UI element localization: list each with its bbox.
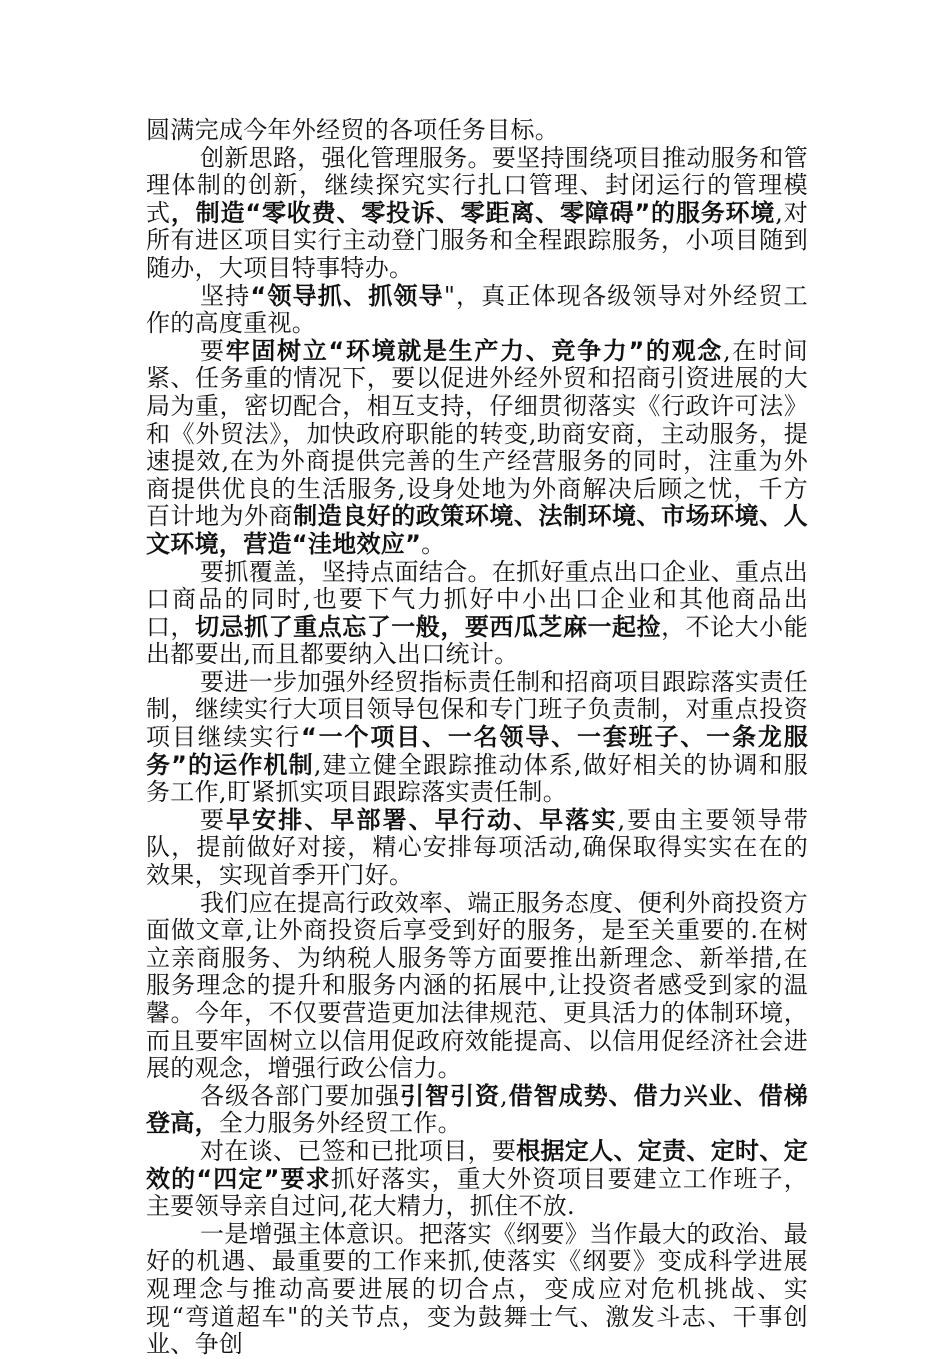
bold-text-run: ，制造“零收费、零投诉、零距离、零障碍”的服务环境 bbox=[170, 198, 776, 227]
text-run: ，不论大小能出都要出,而且都要纳入出口统计。 bbox=[146, 612, 808, 669]
text-run: 创新思路，强化管理服务。要坚持围绕项目推动服务和管理体制的创新，继续探究实行扎口管理、封闭运行的管理模式 bbox=[146, 143, 808, 227]
text-run: 圆满完成今年外经贸的各项任务目标。 bbox=[146, 116, 560, 144]
text-run: "，真正体现各级领导对外经贸工作的高度重视。 bbox=[146, 281, 808, 338]
text-run: 全力服务外经贸工作。 bbox=[218, 1109, 462, 1138]
paragraph bbox=[146, 1083, 808, 1138]
text-run: 一是增强主体意识。把落实《纲要》当作最大的政治、最好的机遇、最重要的工作来抓,使落实《纲要》变成科学进展观理念与推动高要进展的切合点，变成应对危机挑战、实现“弯道超车"的关节点，变为鼓舞士气、激发斗志、干事创业、争创 bbox=[146, 1219, 808, 1359]
paragraph bbox=[146, 338, 808, 559]
paragraph bbox=[146, 1138, 808, 1221]
bold-text-run: 根据定人、定责、定时、定效的“四定”要求 bbox=[146, 1136, 808, 1193]
paragraph bbox=[146, 1221, 808, 1359]
paragraph bbox=[146, 559, 808, 669]
bold-text-run: 牢固树立“环境就是生产力、竞争力”的观念 bbox=[225, 336, 723, 365]
text-run: ,对所有进区项目实行主动登门服务和全程跟踪服务，小项目随到随办，大项目特事特办。 bbox=[146, 198, 808, 282]
paragraph bbox=[146, 117, 808, 145]
paragraph bbox=[146, 669, 808, 807]
text-run: 各级各部门要加强 bbox=[200, 1081, 401, 1110]
text-run: ,建立健全跟踪推动体系,做好相关的协调和服务工作,盯紧抓实项目跟踪落实责任制。 bbox=[146, 750, 809, 807]
text-run: 对在谈、已签和已批项目，要 bbox=[200, 1136, 517, 1165]
bold-text-run: “一个项目、一名领导、一套班子、一条龙服务”的运作机制 bbox=[146, 723, 808, 779]
text-run: 要 bbox=[200, 805, 227, 834]
bold-text-run: 借智成势、借力兴业、借梯登高， bbox=[146, 1081, 808, 1138]
paragraph bbox=[146, 807, 808, 890]
text-run: 要进一步加强外经贸指标责任制和招商项目跟踪落实责任制，继续实行大项目领导包保和专门班子负责制，对重点投资项目继续实行 bbox=[146, 667, 808, 752]
text-run: 要 bbox=[200, 336, 226, 365]
text-run: 我们应在提高行政效率、端正服务态度、便利外商投资方面做文章,让外商投资后享受到好的服务，是至关重要的.在树立亲商服务、为纳税人服务等方面要推出新理念、新举措,在服务理念的提升和服务内涵的拓展中,让投资者感受到家的温馨。今年，不仅要营造更加法律规范、更具活力的体制环境，而且要牢固树立以信用促政府效能提高、以信用促经济社会进展的观念，增强行政公信力。 bbox=[146, 888, 808, 1083]
bold-text-run: 制造良好的政策环境、法制环境、市场环境、人文环境，营造“洼地效应” bbox=[146, 502, 808, 558]
bold-text-run: “领导抓、抓领导 bbox=[250, 281, 444, 310]
document-page bbox=[146, 117, 808, 1359]
text-run: 抓好落实，重大外资项目要建立工作班子，主要领导亲自过问,花大精力，抓住不放. bbox=[146, 1164, 808, 1221]
text-run: 要抓覆盖，坚持点面结合。在抓好重点出口企业、重点出口商品的同时,也要下气力抓好中小出口企业和其他商品出口， bbox=[146, 557, 808, 641]
bold-text-run: 引智引资 bbox=[400, 1081, 501, 1110]
paragraph bbox=[146, 890, 808, 1083]
text-run: , bbox=[500, 1081, 508, 1110]
paragraph bbox=[146, 145, 808, 283]
text-run: ,要由主要领导带队，提前做好对接，精心安排每项活动,确保取得实实在在的效果，实现首季开门好。 bbox=[146, 805, 808, 890]
text-run: 坚持 bbox=[200, 281, 251, 310]
text-run: 。 bbox=[421, 529, 446, 558]
paragraph bbox=[146, 283, 808, 338]
bold-text-run: 早安排、早部署、早行动、早落实 bbox=[226, 805, 618, 834]
text-run: ,在时间紧、任务重的情况下，要以促进外经外贸和招商引资进展的大局为重，密切配合，相互支持，仔细贯彻落实《行政许可法》和《外贸法》，加快政府职能的转变,助商安商，主动服务，提速提效,在为外商提供完善的生产经营服务的同时，注重为外商提供优良的生活服务,设身处地为外商解决后顾之忧，千方百计地为外商 bbox=[146, 336, 808, 531]
bold-text-run: 切忌抓了重点忘了一般，要西瓜芝麻一起捡 bbox=[195, 612, 662, 641]
